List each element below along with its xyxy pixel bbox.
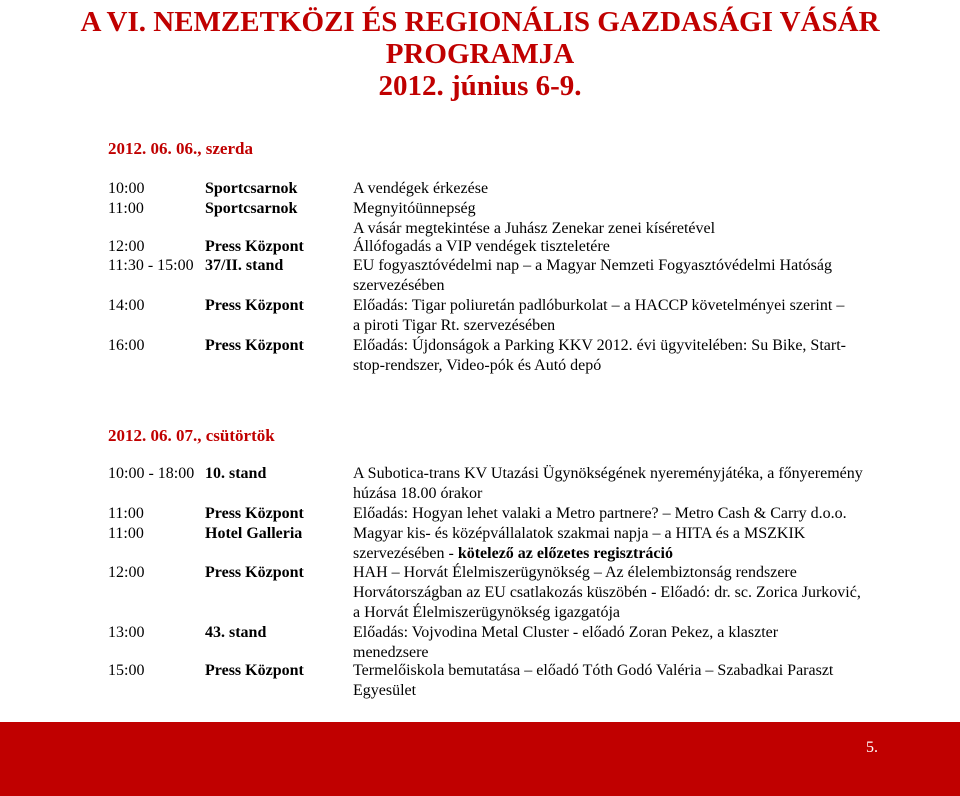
registration-required-note: kötelező az előzetes regisztráció — [457, 545, 673, 562]
event-desc-prefix: szervezésében - — [353, 545, 458, 562]
footer-bar — [0, 722, 960, 796]
event-time: 15:00 — [108, 662, 145, 679]
event-desc-line: A vendégek érkezése — [353, 180, 489, 197]
event-place: Hotel Galleria — [205, 525, 303, 542]
day-heading-1: 2012. 06. 06., szerda — [108, 139, 253, 158]
event-desc-line: Termelőiskola bemutatása – előadó Tóth Godó Valéria – Szabadkai Paraszt — [353, 662, 834, 679]
event-place: 37/II. stand — [205, 257, 284, 274]
event-desc-line: HAH – Horvát Élelmiszerügynökség – Az élelembiztonság rendszere — [353, 564, 797, 581]
event-place: Sportcsarnok — [205, 200, 298, 217]
event-desc-line: a piroti Tigar Rt. szervezésében — [353, 317, 556, 334]
event-time: 13:00 — [108, 624, 145, 641]
event-description — [353, 563, 883, 623]
title-line-1: A VI. NEMZETKÖZI ÉS REGIONÁLIS GAZDASÁGI VÁSÁR — [80, 6, 880, 38]
event-desc-line: szervezésében — [353, 277, 445, 294]
event-time: 11:00 — [108, 200, 144, 217]
event-description — [353, 199, 883, 239]
event-desc-line: Előadás: Hogyan lehet valaki a Metro partnere? – Metro Cash & Carry d.o.o. — [353, 505, 847, 522]
event-description — [353, 661, 883, 701]
event-description — [353, 504, 883, 524]
event-time: 10:00 — [108, 180, 145, 197]
event-time: 11:30 - 15:00 — [108, 257, 194, 274]
event-desc-line: menedzsere — [353, 644, 429, 661]
event-desc-line: EU fogyasztóvédelmi nap – a Magyar Nemzeti Fogyasztóvédelmi Hatóság — [353, 257, 832, 274]
page-number: 5. — [866, 739, 878, 756]
event-desc-line: húzása 18.00 órakor — [353, 485, 483, 502]
event-place: Press Központ — [205, 337, 304, 354]
event-description — [353, 336, 883, 376]
event-desc-line — [353, 544, 883, 564]
event-place: Press Központ — [205, 505, 304, 522]
event-place: 10. stand — [205, 465, 267, 482]
event-time: 12:00 — [108, 238, 145, 255]
event-description — [353, 256, 883, 296]
event-desc-line: Magyar kis- és középvállalatok szakmai napja – a HITA és a MSZKIK — [353, 525, 806, 542]
event-time: 11:00 — [108, 525, 144, 542]
event-time: 12:00 — [108, 564, 145, 581]
event-description — [353, 464, 883, 504]
event-desc-line: Horvátországban az EU csatlakozás küszöbén - Előadó: dr. sc. Zorica Jurković, — [353, 584, 861, 601]
title-line-2: PROGRAMJA — [385, 38, 575, 70]
event-desc-line: Előadás: Vojvodina Metal Cluster - előadó Zoran Pekez, a klaszter — [353, 624, 779, 641]
event-desc-line: stop-rendszer, Video-pók és Autó depó — [353, 357, 602, 374]
event-place: Sportcsarnok — [205, 180, 298, 197]
event-desc-line: Egyesület — [353, 682, 417, 699]
event-description — [353, 237, 883, 257]
event-time: 14:00 — [108, 297, 145, 314]
event-description — [353, 296, 883, 336]
event-desc-line: A Subotica-trans KV Utazási Ügynökségének nyereményjátéka, a főnyeremény — [353, 465, 863, 482]
title-line-3: 2012. június 6-9. — [378, 70, 582, 102]
event-desc-line: A vásár megtekintése a Juhász Zenekar zenei kíséretével — [353, 220, 716, 237]
event-desc-line: Állófogadás a VIP vendégek tiszteletére — [353, 238, 610, 255]
event-description — [353, 623, 883, 663]
event-place: Press Központ — [205, 662, 304, 679]
event-desc-line: Előadás: Tigar poliuretán padlóburkolat – a HACCP követelményei szerint – — [353, 297, 845, 314]
event-time: 10:00 - 18:00 — [108, 465, 195, 482]
event-desc-line: Megnyitóünnepség — [353, 200, 476, 217]
event-desc-line: Előadás: Újdonságok a Parking KKV 2012. évi ügyvitelében: Su Bike, Start- — [353, 337, 846, 354]
event-desc-line: a Horvát Élelmiszerügynökség igazgatója — [353, 604, 621, 621]
day-heading-2: 2012. 06. 07., csütörtök — [108, 426, 275, 445]
event-time: 16:00 — [108, 337, 145, 354]
event-place: 43. stand — [205, 624, 267, 641]
event-place: Press Központ — [205, 564, 304, 581]
event-place: Press Központ — [205, 297, 304, 314]
event-description — [353, 524, 883, 564]
event-description — [353, 179, 883, 199]
event-place: Press Központ — [205, 238, 304, 255]
event-time: 11:00 — [108, 505, 144, 522]
